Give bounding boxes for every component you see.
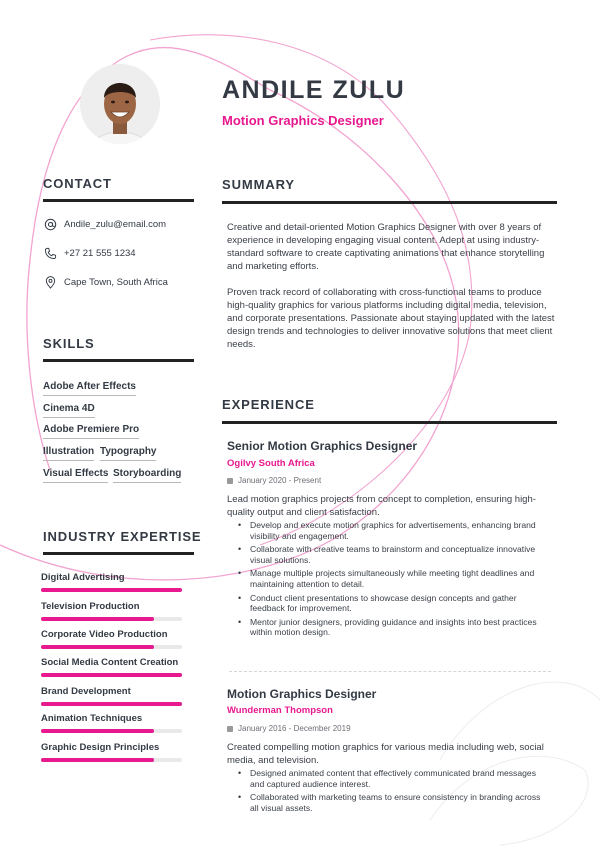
skill-tag: Cinema 4D: [43, 403, 95, 418]
skill-tag: Adobe Premiere Pro: [43, 424, 139, 439]
expertise-bar-fill: [41, 617, 154, 621]
experience-heading: EXPERIENCE: [222, 397, 315, 412]
expertise-bar: [41, 673, 182, 677]
job-bullet: • Mentor junior designers, providing guidance and insights into best practices within motion design.: [250, 617, 550, 638]
job-dates-text: January 2016 - December 2019: [238, 724, 351, 733]
job-bullet: • Collaborate with creative teams to brainstorm and conceptualize innovative visual solutions.: [250, 544, 550, 565]
job-title: Senior Motion Graphics Designer: [227, 439, 418, 453]
expertise-item: [41, 657, 182, 677]
expertise-item: [41, 742, 182, 762]
job-dates: [227, 724, 351, 733]
phone-icon: [44, 247, 57, 260]
job-bullet: • Collaborated with marketing teams to ensure consistency in branding across all visual assets.: [250, 792, 550, 813]
skill-tag: Storyboarding: [113, 468, 181, 483]
skill-tag: Visual Effects: [43, 468, 108, 483]
at-sign-icon: [44, 218, 57, 231]
contact-email[interactable]: [44, 218, 166, 231]
expertise-label: Corporate Video Production: [41, 629, 168, 640]
experience-rule: [222, 421, 557, 424]
contact-email-text: Andile_zulu@email.com: [64, 219, 167, 230]
expertise-bar-fill: [41, 673, 182, 677]
skills-heading: SKILLS: [43, 336, 95, 351]
skill-tag: Adobe After Effects: [43, 381, 136, 396]
job-bullets: [250, 520, 550, 641]
expertise-label: Television Production: [41, 601, 140, 612]
expertise-item: [41, 601, 182, 621]
expertise-bar: [41, 645, 182, 649]
expertise-label: Brand Development: [41, 686, 131, 697]
job-divider: [229, 671, 551, 672]
summary-heading: SUMMARY: [222, 177, 295, 192]
skills-rule: [43, 359, 194, 362]
job-company: Ogilvy South Africa: [227, 458, 315, 469]
candidate-role: Motion Graphics Designer: [222, 113, 384, 128]
job-company: Wunderman Thompson: [227, 705, 333, 716]
calendar-icon: [227, 478, 233, 484]
expertise-item: [41, 686, 182, 706]
expertise-label: Digital Advertising: [41, 572, 125, 583]
expertise-bar-fill: [41, 729, 154, 733]
expertise-bar: [41, 617, 182, 621]
job-description: Lead motion graphics projects from concept to completion, ensuring high-quality output and client satisfaction.: [227, 494, 536, 518]
job-description: Created compelling motion graphics for various media including web, social media, and television.: [227, 742, 544, 766]
expertise-bar-fill: [41, 758, 154, 762]
contact-phone[interactable]: [44, 247, 136, 260]
expertise-item: [41, 629, 182, 649]
skill-tag: Typography: [100, 446, 156, 461]
map-pin-icon: [44, 276, 57, 289]
expertise-label: Social Media Content Creation: [41, 657, 179, 668]
job-dates: [227, 476, 321, 485]
contact-phone-text: +27 21 555 1234: [64, 248, 136, 259]
expertise-label: Graphic Design Principles: [41, 742, 160, 753]
calendar-icon: [227, 726, 233, 732]
job-bullets: [250, 768, 550, 816]
person-portrait-icon: [80, 64, 160, 144]
summary-paragraph-1: Creative and detail-oriented Motion Graphics Designer with over 8 years of experience in developing engaging visual content. Adept at using industry-standard software to create captivating animations that enhance storytelling and marketing efforts.: [227, 222, 545, 272]
expertise-item: [41, 572, 182, 592]
job-dates-text: January 2020 - Present: [238, 476, 322, 485]
job-bullet: • Develop and execute motion graphics for advertisements, enhancing brand visibility and engagement.: [250, 520, 550, 541]
expertise-bar-fill: [41, 645, 154, 649]
expertise-rule: [43, 552, 194, 555]
expertise-label: Animation Techniques: [41, 713, 143, 724]
contact-rule: [43, 199, 194, 202]
contact-location: [44, 276, 168, 289]
expertise-bar-fill: [41, 588, 182, 592]
summary-paragraph-2: Proven track record of collaborating with cross-functional teams to produce high-quality graphics for various platforms including digital media, television, and corporate presentations. Passionate about staying updated with the latest design trends and technologies to deliver innovative solutions that meet client needs.: [227, 287, 555, 350]
contact-heading: CONTACT: [43, 176, 112, 191]
summary-rule: [222, 201, 557, 204]
expertise-bar: [41, 729, 182, 733]
job-bullet: • Manage multiple projects simultaneously while meeting tight deadlines and maintaining attention to detail.: [250, 568, 550, 589]
expertise-bar: [41, 702, 182, 706]
expertise-item: [41, 713, 182, 733]
expertise-bar: [41, 758, 182, 762]
job-bullet: • Conduct client presentations to showcase design concepts and gather feedback for improvement.: [250, 593, 550, 614]
candidate-name: ANDILE ZULU: [222, 76, 406, 104]
contact-location-text: Cape Town, South Africa: [64, 277, 168, 288]
expertise-heading: INDUSTRY EXPERTISE: [43, 529, 202, 544]
job-title: Motion Graphics Designer: [227, 687, 377, 701]
profile-photo: [80, 64, 160, 144]
skill-tag: Illustration: [43, 446, 94, 461]
expertise-bar: [41, 588, 182, 592]
expertise-bar-fill: [41, 702, 182, 706]
job-bullet: • Designed animated content that effectively communicated brand messages and captured audience interest.: [250, 768, 550, 789]
